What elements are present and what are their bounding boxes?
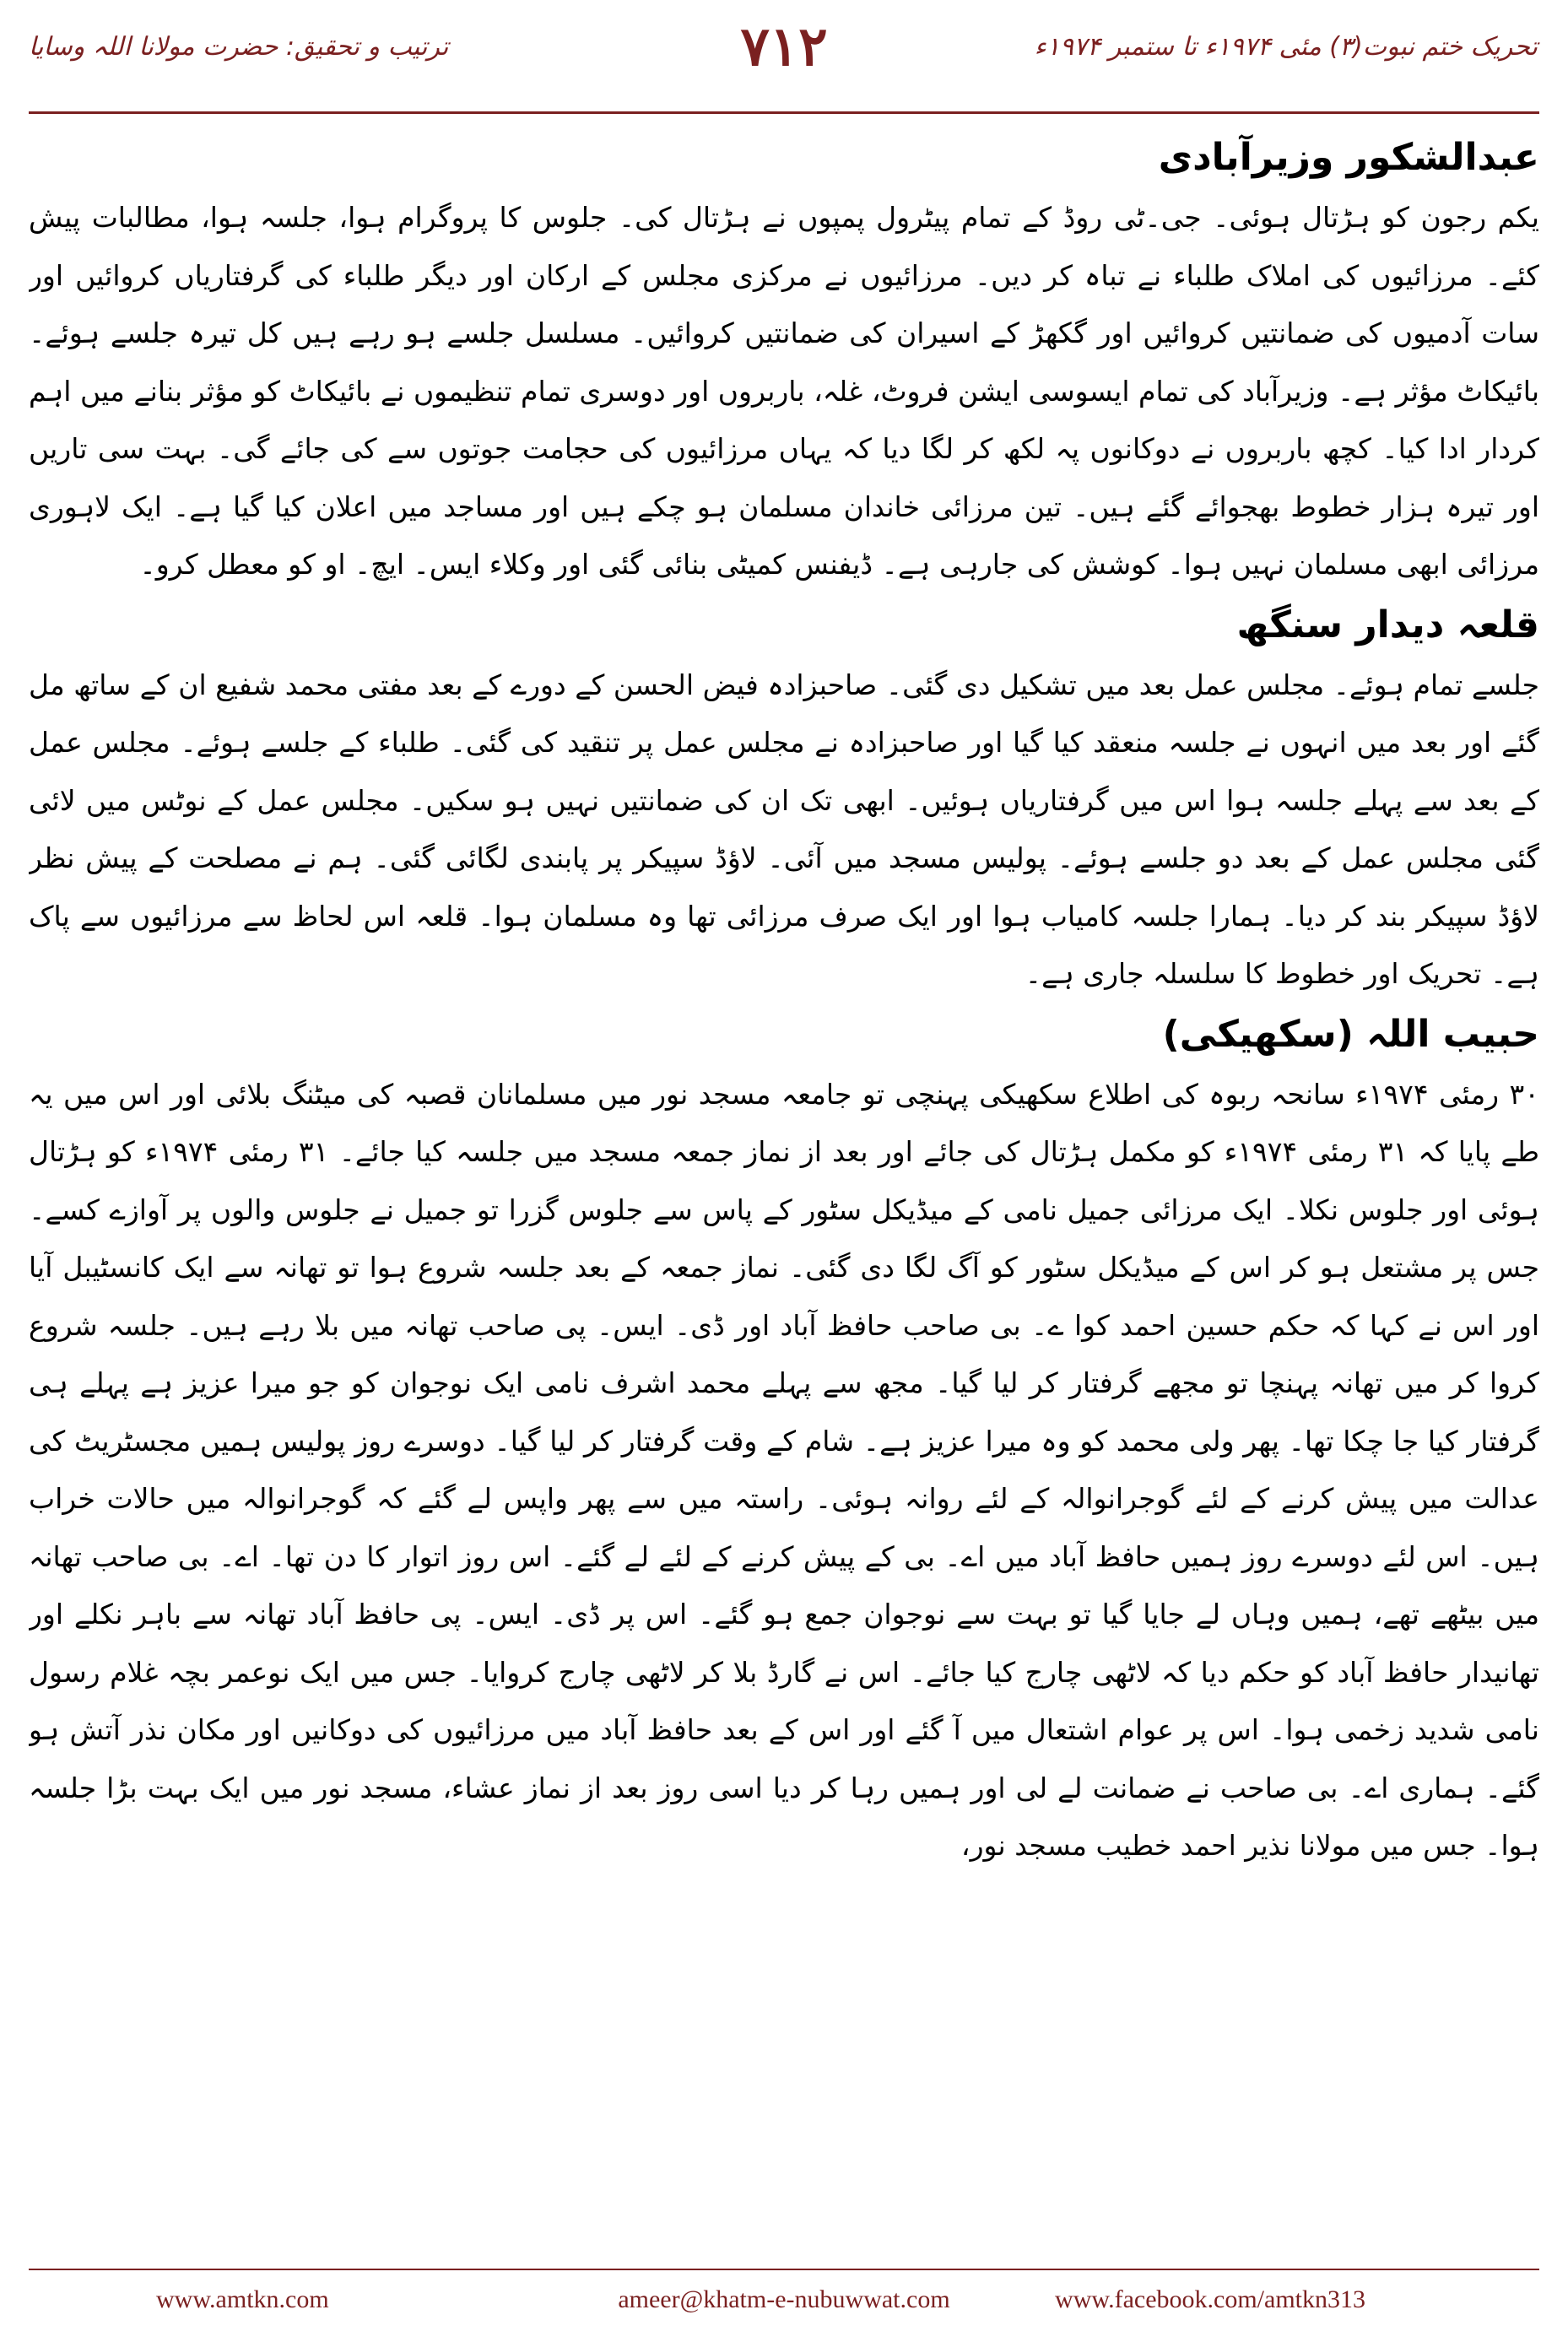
section-paragraph: جلسے تمام ہوئے۔ مجلس عمل بعد میں تشکیل دی گئی۔ صاحبزادہ فیض الحسن کے دورے کے بعد مفتی محمد شفیع ان کے ساتھ مل گئے اور بعد میں انہوں نے جلسہ منعقد کیا گیا اور صاحبزادہ نے مجلس عمل پر تنقید کی گئی۔ طلباء کے جلسے ہوئے۔ مجلس عمل کے بعد سے پہلے جلسہ ہوا اس میں گرفتاریاں ہوئیں۔ ابھی تک ان کی ضمانتیں نہیں ہو سکیں۔ مجلس عمل کے نوٹس میں لائی گئی مجلس عمل کے بعد دو جلسے ہوئے۔ پولیس مسجد میں آئی۔ لاؤڈ سپیکر پر پابندی لگائی گئی۔ ہم نے مصلحت کے پیش نظر لاؤڈ سپیکر بند کر دیا۔ ہمارا جلسہ کامیاب ہوا اور ایک صرف مرزائی تھا وہ مسلمان ہوا۔ قلعہ اس لحاظ سے مرزائیوں سے پاک ہے۔ تحریک اور خطوط کا سلسلہ جاری ہے۔ bbox=[29, 668, 1539, 990]
section-paragraph: ۳۰ رمئی ۱۹۷۴ء سانحہ ربوہ کی اطلاع سکھیکی پہنچی تو جامعہ مسجد نور میں مسلمانان قصبہ کی میٹنگ بلائی اور اس میں یہ طے پایا کہ ۳۱ رمئی ۱۹۷۴ء کو مکمل ہڑتال کی جائے اور بعد از نماز جمعہ مسجد میں جلسہ کیا جائے۔ ۳۱ رمئی ۱۹۷۴ء کو ہڑتال ہوئی اور جلوس نکلا۔ ایک مرزائی جمیل نامی کے میڈیکل سٹور کے پاس سے جلوس گزرا تو جمیل نے جلوس والوں پر آوازے کسے۔ جس پر مشتعل ہو کر اس کے میڈیکل سٹور کو آگ لگا دی گئی۔ نماز جمعہ کے بعد جلسہ شروع ہوا تو تھانہ سے ایک کانسٹیبل آیا اور اس نے کہا کہ حکم حسین احمد کوا ے۔ بی صاحب حافظ آباد اور ڈی۔ ایس۔ پی صاحب تھانہ میں بلا رہے ہیں۔ جلسہ شروع کروا کر میں تھانہ پہنچا تو مجھے گرفتار کر لیا گیا۔ مجھ سے پہلے محمد اشرف نامی ایک نوجوان کو جو میرا عزیز ہے پہلے ہی گرفتار کیا جا چکا تھا۔ پھر ولی محمد کو وہ میرا عزیز ہے۔ شام کے وقت گرفتار کر لیا گیا۔ دوسرے روز پولیس ہمیں مجسٹریٹ کی عدالت میں پیش کرنے کے لئے گوجرانوالہ کے لئے روانہ ہوئی۔ راستہ میں سے پھر واپس لے گئے کہ گوجرانوالہ میں حالات خراب ہیں۔ اس لئے دوسرے روز ہمیں حافظ آباد میں اے۔ بی کے پیش کرنے کے لئے لے گئے۔ اس روز اتوار کا دن تھا۔ اے۔ بی صاحب تھانہ میں بیٹھے تھے، ہمیں وہاں لے جایا گیا تو بہت سے نوجوان جمع ہو گئے۔ اس پر ڈی۔ ایس۔ پی حافظ آباد تھانہ سے باہر نکلے اور تھانیدار حافظ آباد کو حکم دیا کہ لاٹھی چارج کیا جائے۔ اس نے گارڈ بلا کر لاٹھی چارج کروایا۔ جس میں ایک نوعمر بچہ غلام رسول نامی شدید زخمی ہوا۔ اس پر عوام اشتعال میں آ گئے اور اس کے بعد حافظ آباد میں مرزائیوں کی دوکانیں اور مکان نذر آتش ہو گئے۔ ہماری اے۔ بی صاحب نے ضمانت لے لی اور ہمیں رہا کر دیا اسی روز بعد از نماز عشاء، مسجد نور میں ایک بہت بڑا جلسہ ہوا۔ جس میں مولانا نذیر احمد خطیب مسجد نور، bbox=[29, 1077, 1539, 1862]
section-heading: عبدالشکور وزیرآبادی bbox=[1158, 136, 1539, 179]
book-title: تحریک ختم نبوت(۳) مئی ۱۹۷۴ء تا ستمبر ۱۹۷۴ء bbox=[1034, 32, 1538, 62]
page-number: ۷۱۲ bbox=[740, 15, 828, 78]
email-link[interactable]: ameer@khatm-e-nubuwwat.com bbox=[618, 2285, 950, 2313]
facebook-link[interactable]: www.facebook.com/amtkn313 bbox=[1055, 2285, 1365, 2313]
section-paragraph: یکم رجون کو ہڑتال ہوئی۔ جی۔ٹی روڈ کے تمام پیٹرول پمپوں نے ہڑتال کی۔ جلوس کا پروگرام ہوا، جلسہ ہوا، مطالبات پیش کئے۔ مرزائیوں کی املاک طلباء نے تباہ کر دیں۔ مرزائیوں نے مرکزی مجلس کے ارکان اور دیگر طلباء کی گرفتاریاں کروائیں اور سات آدمیوں کی ضمانتیں کروائیں اور گکھڑ کے اسیران کی ضمانتیں کروائیں۔ مسلسل جلسے ہو رہے ہیں کل تیرہ جلسے ہوئے۔ بائیکاٹ مؤثر ہے۔ وزیرآباد کی تمام ایسوسی ایشن فروٹ، غلہ، باربروں اور دوسری تمام تنظیموں نے بائیکاٹ کو مؤثر بنانے میں اہم کردار ادا کیا۔ کچھ باربروں نے دوکانوں پہ لکھ کر لگا دیا کہ یہاں مرزائیوں کی حجامت جوتوں سے کی جائے گی۔ بہت سی تاریں اور تیرہ ہزار خطوط بھجوائے گئے ہیں۔ تین مرزائی خاندان مسلمان ہو چکے ہیں اور مساجد میں اعلان کیا گیا ہے۔ ایک لاہوری مرزائی ابھی مسلمان نہیں ہوا۔ کوشش کی جارہی ہے۔ ڈیفنس کمیٹی بنائی گئی اور وکلاء ایس۔ ایچ۔ او کو معطل کرو۔ bbox=[29, 201, 1539, 581]
header-divider bbox=[29, 111, 1539, 114]
section-habibullah bbox=[29, 1009, 1539, 1875]
page-header bbox=[0, 0, 1568, 101]
section-qila-didar-singh bbox=[29, 599, 1539, 1003]
website-link[interactable]: www.amtkn.com bbox=[156, 2285, 329, 2313]
compiler-credit: ترتیب و تحقیق: حضرت مولانا اللہ وسایا bbox=[29, 32, 449, 62]
footer-divider bbox=[29, 2269, 1539, 2270]
page-body bbox=[29, 127, 1539, 2245]
page-footer bbox=[0, 2279, 1568, 2329]
section-heading: قلعہ دیدار سنگھ bbox=[1236, 603, 1539, 646]
section-heading: حبیب اللہ (سکھیکی) bbox=[1162, 1012, 1539, 1056]
section-abdul-shakoor bbox=[29, 132, 1539, 594]
